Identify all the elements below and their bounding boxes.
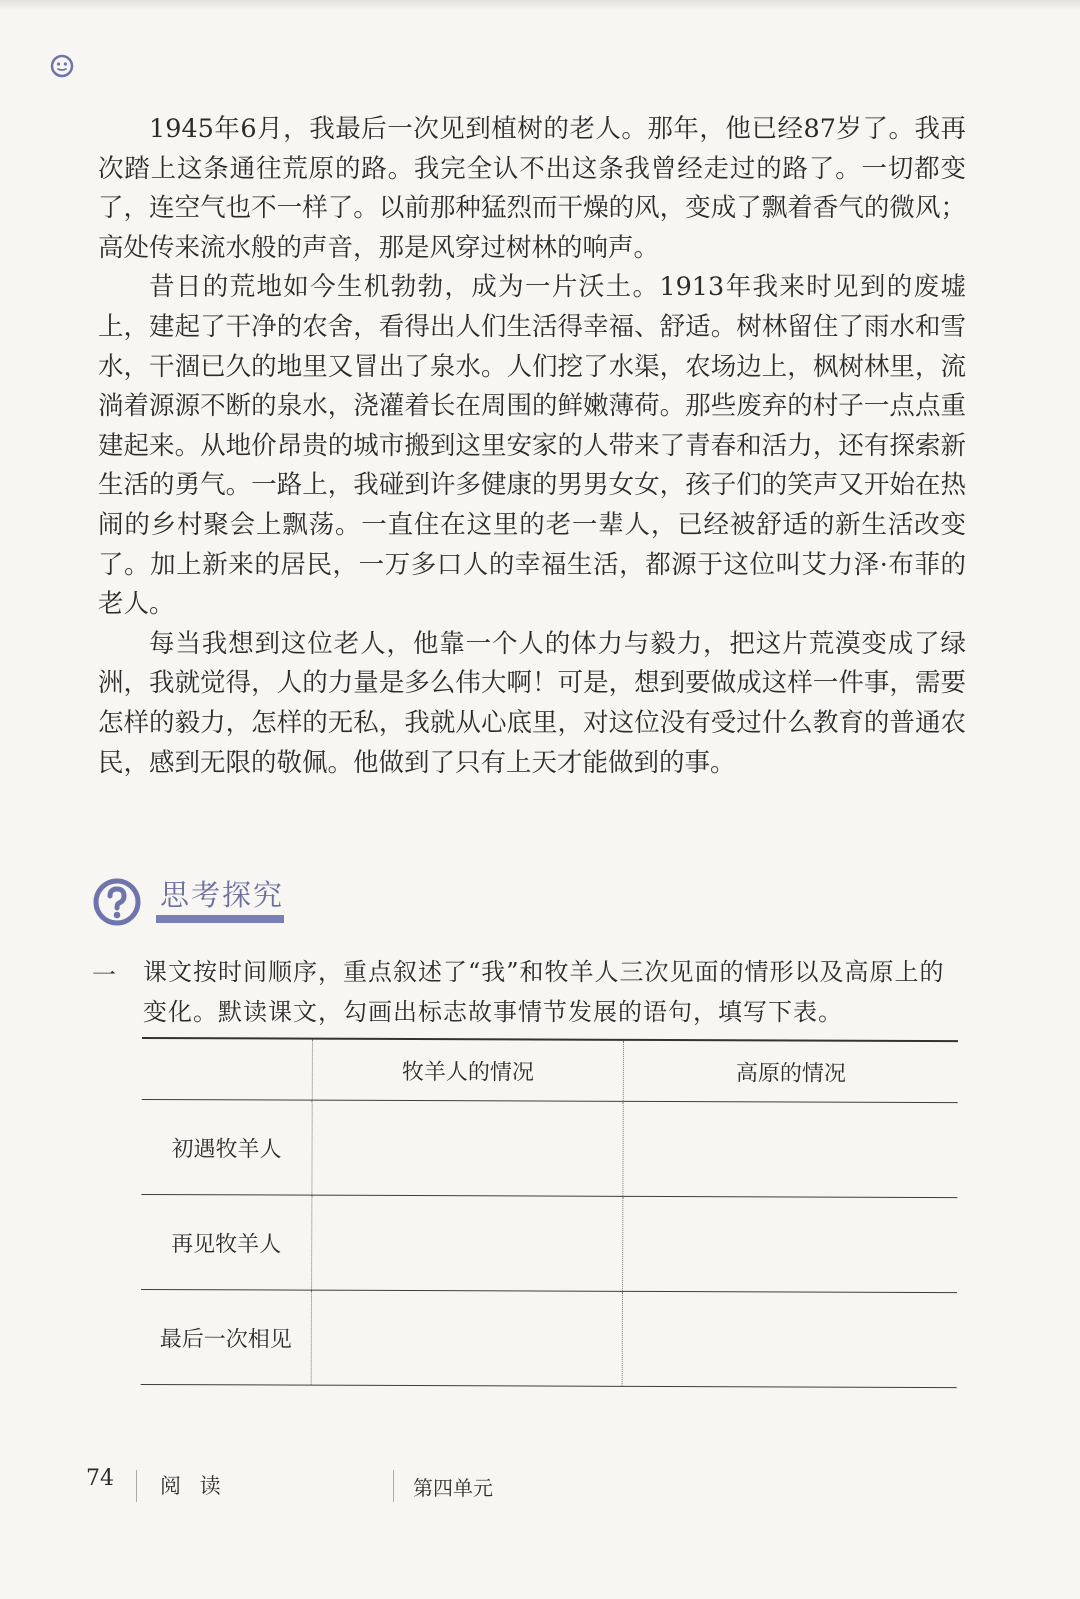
table-row: [141, 1099, 957, 1197]
question-icon: [92, 877, 142, 927]
table-header-corner: [142, 1038, 313, 1100]
table-header-plateau: 高原的情况: [623, 1040, 958, 1103]
shepherd-cell[interactable]: [312, 1100, 623, 1196]
section-title: 思考探究: [160, 878, 285, 912]
footer-section-label: 阅 读: [160, 1474, 227, 1498]
table-row: [141, 1194, 957, 1292]
row-label: 再见牧羊人: [141, 1194, 312, 1290]
paragraph: 昔日的荒地如今生机勃勃，成为一片沃土。1913年我来时见到的废墟上，建起了干净的农舍，看得出人们生活得幸福、舒适。树林留住了雨水和雪水，干涸已久的地里又冒出了泉水。人们挖了水渠，农场边上，枫树林里，流淌着源源不断的泉水，浇灌着长在周围的鲜嫩薄荷。那些废弃的村子一点点重建起来。从地价昂贵的城市搬到这里安家的人带来了青春和活力，还有探索新生活的勇气。一路上，我碰到许多健康的男男女女，孩子们的笑声又开始在热闹的乡村聚会上飘荡。一直住在这里的老一辈人，已经被舒适的新生活改变了。加上新来的居民，一万多口人的幸福生活，都源于这位叫艾力泽·布菲的老人。: [98, 272, 966, 620]
plateau-cell[interactable]: [623, 1196, 958, 1292]
article-body: [98, 110, 966, 783]
row-label: 最后一次相见: [141, 1289, 312, 1385]
paragraph: 每当我想到这位老人，他靠一个人的体力与毅力，把这片荒漠变成了绿洲，我就觉得，人的力量是多么伟大啊！可是，想到要做成这样一件事，需要怎样的毅力，怎样的无私，我就从心底里，对这位没有受过什么教育的普通农民，感到无限的敬佩。他做到了只有上天才能做到的事。: [98, 628, 966, 778]
plateau-cell[interactable]: [623, 1101, 958, 1197]
page-number: 74: [86, 1466, 114, 1491]
footer-divider: [136, 1470, 137, 1502]
section-title-underline: [156, 915, 284, 923]
record-table: [141, 1037, 958, 1388]
footer-unit-label: 第四单元: [413, 1476, 493, 1500]
question-number: 一: [92, 961, 116, 989]
row-label: 初遇牧羊人: [141, 1099, 312, 1195]
shepherd-cell[interactable]: [312, 1195, 623, 1291]
table-row: [141, 1289, 957, 1387]
question-text: 课文按时间顺序，重点叙述了“我”和牧羊人三次见面的情形以及高原上的变化。默读课文，勾画出标志故事情节发展的语句，填写下表。: [143, 958, 945, 1026]
smiley-icon: [50, 54, 74, 78]
table-header-shepherd: 牧羊人的情况: [312, 1039, 623, 1102]
paragraph: 1945年6月，我最后一次见到植树的老人。那年，他已经87岁了。我再次踏上这条通往荒原的路。我完全认不出这条我曾经走过的路了。一切都变了，连空气也不一样了。以前那种猛烈而干燥的风，变成了飘着香气的微风；高处传来流水般的声音，那是风穿过树林的响声。: [98, 114, 966, 263]
table-header-row: [142, 1038, 958, 1103]
page-top-shadow: [0, 0, 1080, 10]
shepherd-cell[interactable]: [311, 1290, 622, 1386]
footer-divider: [393, 1470, 394, 1502]
plateau-cell[interactable]: [622, 1291, 957, 1387]
